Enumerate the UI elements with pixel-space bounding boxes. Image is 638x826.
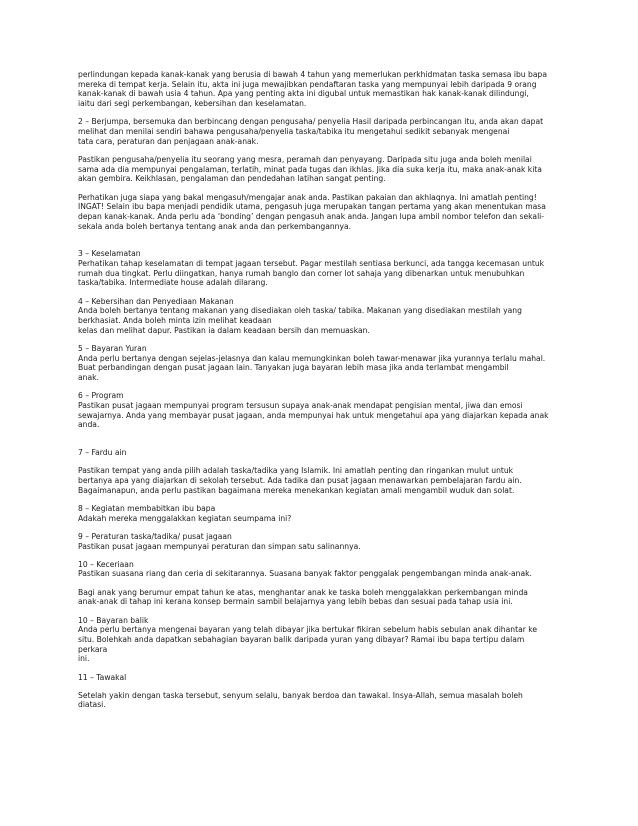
document-body xyxy=(78,70,556,719)
paragraph-peraturan: 9 – Peraturan taska/tadika/ pusat jagaan Pastikan pusat jagaan mempunyai peraturan dan simpan satu salinannya. xyxy=(78,531,361,551)
paragraph-intro: perlindungan kepada kanak-kanak yang berusia di bawah 4 tahun yang memerlukan perkhidmatan taska semasa ibu bapa mereka di tempat kerja. Selain itu, akta ini juga mewajibkan pendaftaran taska yang mempunyai lebih daripada 9 orang kanak-kanak di bawah usia 4 tahun. Apa yang penting akta ini digubal untuk memastikan hak kanak-kanak dilindungi, iaitu dari segi perkembangan, kebersihan dan keselamatan. xyxy=(78,70,547,109)
paragraph-kebersihan: 4 – Kebersihan dan Penyediaan Makanan Anda boleh bertanya tentang makanan yang disediakan oleh taska/ tabika. Makanan yang disediakan mestilah yang berkhasiat. Anda boleh minta izin melihat keadaan kelas dan melihat dapur. Pastikan ia dalam keadaan bersih dan memuaskan. xyxy=(78,296,522,335)
paragraph-tawakal: Setelah yakin dengan taska tersebut, senyum selalu, banyak berdoa dan tawakal. Insya-Allah, semua masalah boleh diatasi. xyxy=(78,690,523,710)
heading-tawakal: 11 – Tawakal xyxy=(78,672,127,682)
paragraph-empat-tahun: Bagi anak yang berumur empat tahun ke atas, menghantar anak ke taska boleh menggalakkan perkembangan minda anak-anak di tahap ini kerana konsep bermain sambil belajarnya yang lebih bebas dan sesuai pada tahap usia ini. xyxy=(78,587,528,607)
heading-fardu-ain: 7 – Fardu ain xyxy=(78,448,127,458)
paragraph-keselamatan: 3 – Keselamatan Perhatikan tahap keselamatan di tempat jagaan tersebut. Pagar mestilah sentiasa berkunci, ada tangga kecemasan untuk rumah dua tingkat. Perlu diingatkan, hanya rumah banglo dan corner lot sahaja yang dibenarkan untuk menubuhkan taska/tabika. Intermediate house adalah dilarang. xyxy=(78,249,545,288)
paragraph-keceriaan: 10 – Keceriaan Pastikan suasana riang dan ceria di sekitarannya. Suasana banyak faktor penggalak pengembangan minda anak-anak. xyxy=(78,559,532,579)
paragraph-program: 6 – Program Pastikan pusat jagaan mempunyai program tersusun supaya anak-anak mendapat pengisian mental, jiwa dan emosi sewajarnya. Anda yang membayar pusat jagaan, anda mempunyai hak untuk mengetahui apa yang diajarkan kepada anak anda. xyxy=(78,391,549,430)
paragraph-kegiatan: 8 – Kegiatan membabitkan ibu bapa Adakah mereka menggalakkan kegiatan seumpama ini? xyxy=(78,503,292,523)
paragraph-berjumpa: 2 – Berjumpa, bersemuka dan berbincang dengan pengusaha/ penyelia Hasil daripada perbincangan itu, anda akan dapat melihat dan menilai sendiri bahawa pengusaha/penyelia taska/tabika itu mengetahui sedikit sebanyak mengenai tata cara, peraturan dan penjagaan anak-anak. xyxy=(78,117,544,146)
paragraph-bayaran-balik: 10 – Bayaran balik Anda perlu bertanya mengenai bayaran yang telah dibayar jika bertukar fikiran sebelum habis sebulan anak dihantar ke situ. Bolehkah anda dapatkan sebahagian bayaran balik daripada yuran yang dibayar? Ramai ibu bapa tertipu dalam perkara ini. xyxy=(78,615,538,664)
paragraph-fardu-ain: Pastikan tempat yang anda pilih adalah taska/tadika yang Islamik. Ini amatlah penting dan ringankan mulut untuk bertanya apa yang diajarkan di sekolah tersebut. Ada tadika dan pusat jagaan menawarkan pembelajaran fardu ain. Bagaimanapun, anda perlu pastikan bagaimana mereka menekankan kegiatan amali mengambil wuduk dan solat. xyxy=(78,466,522,495)
paragraph-pengusaha: Pastikan pengusaha/penyelia itu seorang yang mesra, peramah dan penyayang. Daripada situ juga anda boleh menilai sama ada dia mempunyai pengalaman, terlatih, minat pada tugas dan ikhlas. Jika dia suka kerja itu, maka anak-anak kita akan gembira. Keikhlasan, pengalaman dan pendedahan latihan sangat penting. xyxy=(78,154,542,184)
paragraph-bayaran-yuran: 5 – Bayaran Yuran Anda perlu bertanya dengan sejelas-jelasnya dan kalau memungkinkan boleh tawar-menawar jika yurannya terlalu mahal. Buat perbandingan dengan pusat jagaan lain. Tanyakan juga bayaran lebih masa jika anda terlambat mengambil anak. xyxy=(78,343,546,383)
paragraph-pengasuh: Perhatikan juga siapa yang bakal mengasuh/mengajar anak anda. Pastikan pakaian dan akhlaqnya. Ini amatlah penting! INGAT! Selain ibu bapa menjadi pendidik utama, pengasuh juga merupakan tangan pertama yang akan menentukan masa depan kanak-kanak. Anda perlu ada ‘bonding’ dengan pengasuh anak anda. Jangan lupa ambil nombor telefon dan sekali- sekala anda boleh bertanya tentang anak anda dan perkembangannya. xyxy=(78,192,546,231)
